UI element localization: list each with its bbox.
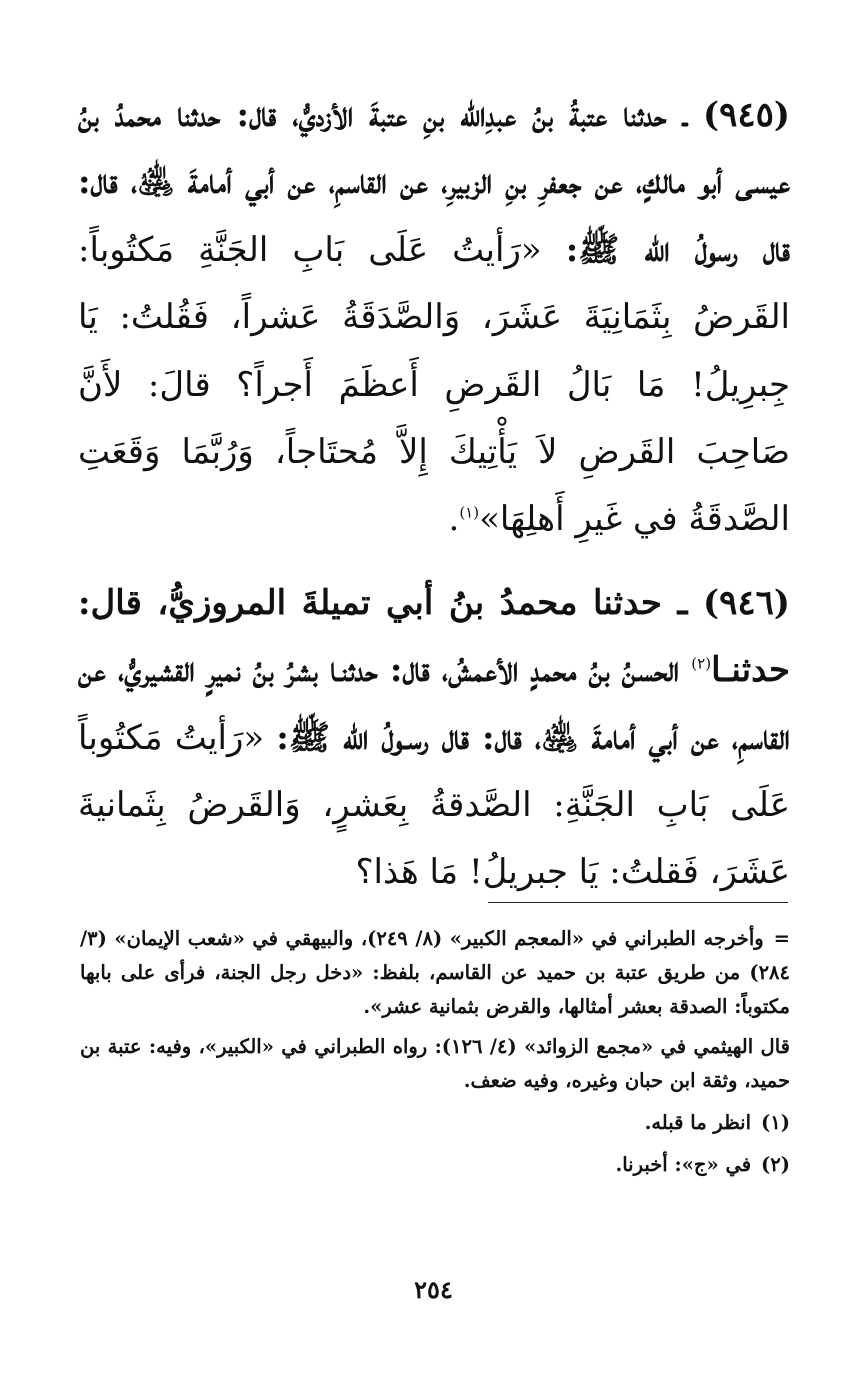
matn: «رَأيتُ عَلَى بَابِ الجَنَّةِ مَكتُوباً: القَرضُ بِثَمَانِيَةَ عَشَرَ، وَالصَّدَقَةُ عَشراً، فَقُلتُ: يَا جِبرِيلُ! مَا بَالُ القَرضِ أَعظَمَ أَجراً؟ قالَ: لأَنَّ صَاحِبَ القَرضِ لاَ يَأْتِيكَ إِلاَّ مُحتَاجاً، وَرُبَّمَا وَقَعَتِ الصَّدقَةُ في غَيرِ أَهلِهَا»: [78, 229, 790, 540]
isnad-opening: حدثنا محمدُ بنُ أبي تميلةَ المروزيُّ، قال: حدثنـا: [78, 582, 790, 691]
page-number: ٢٥٤: [414, 1275, 453, 1304]
isnad: حدثنا عتبةُ بنُ عبدِالله بنِ عتبةَ الأزديُّ، قال: حدثنا محمدُ بنُ عيسى أبو مالكٍ، عن جعفرِ بنِ الزبيرِ، عن القاسمِ، عن أبي أمامةَ ﵁، قال: قال رسولُ الله ﷺ:: [78, 95, 790, 270]
footnote-separator: [488, 902, 788, 903]
period: .: [448, 499, 460, 540]
footnote-continuation: [80, 922, 790, 1024]
matn: «رَأيتُ مَكتُوباً عَلَى بَابِ الجَنَّةِ: الصَّدقةُ بِعَشرٍ، وَالقَرضُ بِثَمانيةَ عَشَرَ، فَقلتُ: يَا جبريلُ! مَا هَذا؟: [78, 717, 790, 893]
footnote-1: [80, 1106, 790, 1140]
continuation-marker: =: [773, 927, 791, 950]
footnote-text: قال الهيثمي في «مجمع الزوائد» (٤/ ١٢٦): رواه الطبراني في «الكبير»، وفيه: عتبة بن حميد، وثقة ابن حبان وغيره، وفيه ضعف.: [80, 1035, 790, 1092]
footnote-number: (٢): [761, 1153, 790, 1176]
isnad: الحسنُ بنُ محمدٍ الأعمشُ، قال: حدثنـا بشرُ بنُ نميرٍ القشيريُّ، عن القاسمِ، عن أبي أمامةَ ﵁، قال: قال رسـولُ الله ﷺ:: [78, 650, 790, 758]
footnote-ref-2[interactable]: (٢): [691, 654, 712, 673]
hadith-946: [78, 570, 790, 907]
main-text: [78, 82, 790, 907]
hadith-945: [78, 82, 790, 554]
footnote-ref-1[interactable]: (١): [459, 504, 480, 523]
dash: ـ: [666, 95, 704, 135]
hadith-number: (٩٤٥): [703, 95, 790, 135]
footnote-number: (١): [761, 1111, 790, 1134]
footnote-text: وأخرجه الطبراني في «المعجم الكبير» (٨/ ٢٤٩)، والبيهقي في «شعب الإيمان» (٣/ ٢٨٤) من طريق عتبة بن حميد عن القاسم، بلفظ: «دخل رجل الجنة، فرأى على بابها مكتوباً: الصدقة بعشر أمثالها، والقرض بثمانية عشر».: [80, 927, 790, 1018]
footnote-2: [80, 1148, 790, 1182]
dash: ـ: [661, 582, 703, 623]
footnote-continuation-2: [80, 1030, 790, 1098]
footnotes: [80, 922, 790, 1182]
footnote-text: في «ج»: أخبرنا.: [615, 1153, 752, 1176]
hadith-number: (٩٤٦): [703, 582, 790, 623]
footnote-text: انظر ما قبله.: [644, 1111, 752, 1134]
